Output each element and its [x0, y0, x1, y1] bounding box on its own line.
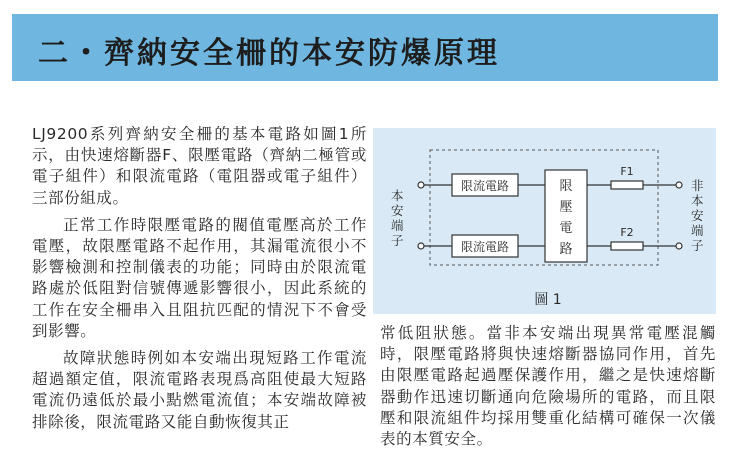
paragraph-fault-state: 故障狀態時例如本安端出現短路工作電流超過額定值，限流電路表現爲高阻使最大短路電流仍遠低於最小點燃電流值；本安端故障被排除後，限流電路又能自動恢復其正: [32, 349, 367, 431]
fuse-f1: [611, 181, 643, 189]
figure-1-circuit-diagram: [373, 128, 716, 314]
current-limit-label-top: 限流電路: [460, 179, 510, 193]
svg-text:安: 安: [391, 203, 404, 218]
terminal-right-bottom: [676, 243, 682, 249]
section-title: 二・齊納安全柵的本安防爆原理: [38, 36, 500, 71]
paragraph-continuation: 常低阻狀態。當非本安端出現異常電壓混觸時，限壓電路將與快速熔斷器協同作用，首先由限壓電路起過壓保護作用，繼之是快速熔斷器動作迅速切斷通向危險場所的電路，而且限壓和限流組件均採用雙重化結構可確保一次儀表的本質安全。: [380, 324, 716, 449]
terminal-left-top: [418, 182, 424, 188]
svg-text:子: 子: [391, 233, 404, 248]
svg-text:電: 電: [559, 221, 573, 236]
svg-text:端: 端: [391, 218, 404, 233]
current-limit-label-bottom: 限流電路: [460, 240, 510, 254]
svg-text:本: 本: [391, 188, 404, 203]
section-header: [12, 14, 718, 81]
right-column-text: [380, 323, 716, 450]
svg-text:本: 本: [691, 193, 704, 208]
svg-text:安: 安: [691, 208, 704, 223]
left-terminal-label: [391, 188, 404, 248]
figure-caption: 圖 1: [534, 292, 562, 308]
paragraph-intro: LJ9200系列齊納安全柵的基本電路如圖1所示，由快速熔斷器F、限壓電路（齊納二極管或電子組件）和限流電路（電阻器或電子組件）三部份組成。: [32, 125, 367, 207]
fuse-f1-label: F1: [620, 165, 634, 178]
left-column-text: [32, 124, 367, 433]
terminal-left-bottom: [418, 243, 424, 249]
fuse-f2: [611, 242, 643, 250]
svg-text:路: 路: [559, 242, 573, 257]
fuse-f2-label: F2: [620, 226, 634, 239]
circuit-svg: [373, 128, 716, 314]
right-terminal-label: [691, 178, 704, 253]
svg-text:非: 非: [691, 178, 704, 193]
svg-text:子: 子: [691, 238, 704, 253]
svg-text:限: 限: [559, 179, 573, 194]
svg-text:端: 端: [691, 223, 704, 238]
terminal-right-top: [676, 182, 682, 188]
paragraph-normal-operation: 正常工作時限壓電路的閥值電壓高於工作電壓，故限壓電路不起作用，其漏電流很小不影響檢測和控制儀表的功能；同時由於限流電路處於低阻對信號傳遞影響很小，因此系統的工作在安全柵串入且阻抗匹配的情況下不會受到影響。: [32, 215, 367, 340]
svg-text:壓: 壓: [559, 200, 573, 215]
